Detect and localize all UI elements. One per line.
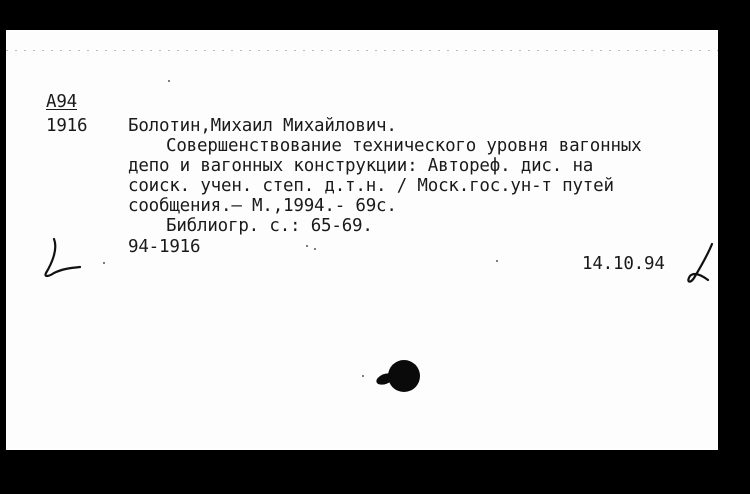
- card-top-speckle: [6, 50, 718, 51]
- speck: [306, 245, 308, 247]
- card-number: 1916: [46, 116, 88, 136]
- imprint-line: сообщения.— М.,1994.- 69с.: [128, 196, 397, 216]
- title-line-2: депо и вагонных конструкции: Автореф. дис. на: [128, 156, 594, 176]
- author-line: Болотин,Михаил Михайлович.: [128, 116, 397, 136]
- title-line-3: соиск. учен. степ. д.т.н. / Моск.гос.ун-т путей: [128, 176, 614, 196]
- speck: [362, 375, 364, 377]
- handwritten-mark-left: [36, 235, 86, 285]
- speck: [314, 248, 316, 250]
- date-stamp: 14.10.94: [582, 254, 665, 274]
- handwritten-mark-right: [678, 242, 718, 286]
- catalog-card: [6, 30, 718, 450]
- title-line-1: Совершенствование технического уровня вагонных: [166, 136, 642, 156]
- speck: [496, 260, 498, 262]
- shelf-mark: А94: [46, 92, 78, 112]
- bibliography-note: Библиогр. с.: 65-69.: [166, 216, 373, 236]
- speck: [103, 262, 105, 264]
- inventory-number: 94-1916: [128, 237, 201, 257]
- speck: [168, 80, 170, 82]
